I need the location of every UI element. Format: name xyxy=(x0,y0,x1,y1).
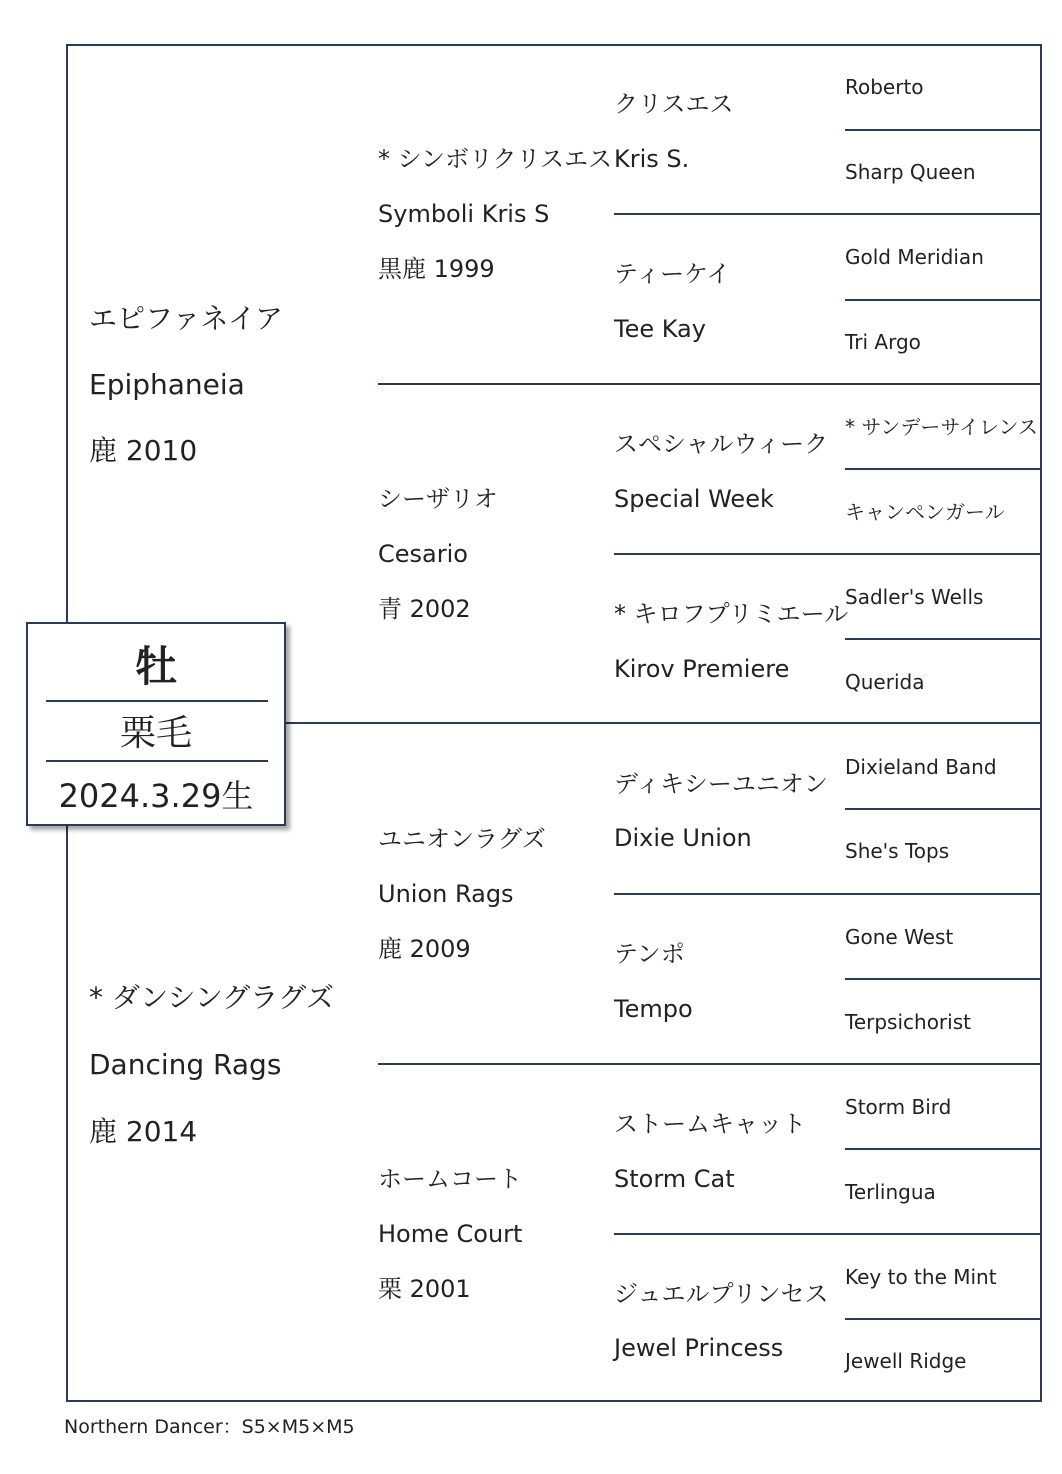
gen3-name-ja: ディキシーユニオン xyxy=(614,770,828,798)
sire-info: 鹿 2010 xyxy=(89,434,198,467)
dam-info: 鹿 2014 xyxy=(89,1115,198,1148)
horse-info-divider xyxy=(46,700,268,702)
gen4-name: Tri Argo xyxy=(845,330,921,354)
gen4-name: Querida xyxy=(845,670,925,694)
sire-dam-name-en: Cesario xyxy=(378,540,468,568)
gen4-name: キャンペンガール xyxy=(845,500,1005,524)
divider-gen3-3 xyxy=(614,893,1042,895)
divider-gen4-1 xyxy=(845,129,1042,131)
gen3-name-en: Tempo xyxy=(614,995,693,1023)
divider-gen4-4 xyxy=(845,638,1042,640)
horse-birth-date: 2024.3.29生 xyxy=(58,777,254,815)
gen3-name-en: Kirov Premiere xyxy=(614,655,790,683)
divider-gen4-2 xyxy=(845,299,1042,301)
gen4-name: Key to the Mint xyxy=(845,1265,997,1289)
dam-dam-name-ja: ホームコート xyxy=(378,1165,522,1193)
sire-name-en: Epiphaneia xyxy=(89,368,245,401)
gen4-name: Storm Bird xyxy=(845,1095,952,1119)
divider-gen4-5 xyxy=(845,808,1042,810)
inbreeding-note: Northern Dancer：S5×M5×M5 xyxy=(64,1416,355,1438)
horse-info-box xyxy=(26,622,286,826)
gen4-name: Sadler's Wells xyxy=(845,585,984,609)
gen4-name: * サンデーサイレンス xyxy=(845,415,1038,439)
gen4-name: Jewell Ridge xyxy=(845,1349,967,1373)
dam-dam-name-en: Home Court xyxy=(378,1220,523,1248)
divider-dam-side xyxy=(378,1063,1042,1065)
gen3-name-en: Tee Kay xyxy=(614,315,706,343)
dam-sire-name-en: Union Rags xyxy=(378,880,514,908)
gen3-name-ja: ジュエルプリンセス xyxy=(614,1280,829,1308)
sire-name-ja: エピファネイア xyxy=(89,302,284,335)
horse-sex: 牡 xyxy=(134,642,177,691)
gen4-name: Sharp Queen xyxy=(845,160,976,184)
dam-name-ja: * ダンシングラグズ xyxy=(89,981,334,1014)
horse-color: 栗毛 xyxy=(119,713,192,754)
dam-sire-name-ja: ユニオンラグズ xyxy=(378,825,546,853)
sire-dam-info: 青 2002 xyxy=(378,595,471,623)
sire-dam-name-ja: シーザリオ xyxy=(378,485,498,513)
gen3-name-en: Kris S. xyxy=(614,145,690,173)
gen3-name-ja: クリスエス xyxy=(614,90,734,118)
divider-gen3-2 xyxy=(614,553,1042,555)
dam-sire-info: 鹿 2009 xyxy=(378,935,471,963)
gen3-name-en: Special Week xyxy=(614,485,774,513)
gen4-name: Gold Meridian xyxy=(845,245,984,269)
gen4-name: Terpsichorist xyxy=(845,1010,971,1034)
gen4-name: Roberto xyxy=(845,75,924,99)
gen4-name: She's Tops xyxy=(845,839,950,863)
divider-sire-side xyxy=(378,383,1042,385)
divider-gen4-7 xyxy=(845,1148,1042,1150)
gen4-name: Gone West xyxy=(845,925,954,949)
divider-gen4-3 xyxy=(845,468,1042,470)
dam-name-en: Dancing Rags xyxy=(89,1048,282,1081)
gen3-name-en: Jewel Princess xyxy=(614,1334,784,1362)
gen3-name-ja: ティーケイ xyxy=(614,260,731,288)
gen3-name-en: Storm Cat xyxy=(614,1165,735,1193)
divider-gen4-8 xyxy=(845,1318,1042,1320)
dam-dam-info: 栗 2001 xyxy=(378,1275,471,1303)
gen3-name-ja: テンポ xyxy=(614,940,685,968)
sire-sire-name-ja: * シンボリクリスエス xyxy=(378,145,613,173)
gen4-name: Dixieland Band xyxy=(845,755,997,779)
gen4-name: Terlingua xyxy=(845,1180,936,1204)
divider-sire-dam xyxy=(286,722,1042,724)
sire-sire-info: 黒鹿 1999 xyxy=(378,255,495,283)
gen3-name-ja: ストームキャット xyxy=(614,1110,806,1138)
divider-gen3-1 xyxy=(614,213,1042,215)
gen3-name-en: Dixie Union xyxy=(614,824,752,852)
sire-sire-name-en: Symboli Kris S xyxy=(378,200,550,228)
horse-info-divider xyxy=(46,760,268,762)
divider-gen3-4 xyxy=(614,1233,1042,1235)
divider-gen4-6 xyxy=(845,978,1042,980)
gen3-name-ja: * キロフプリミエール xyxy=(614,600,849,628)
gen3-name-ja: スペシャルウィーク xyxy=(614,430,829,458)
